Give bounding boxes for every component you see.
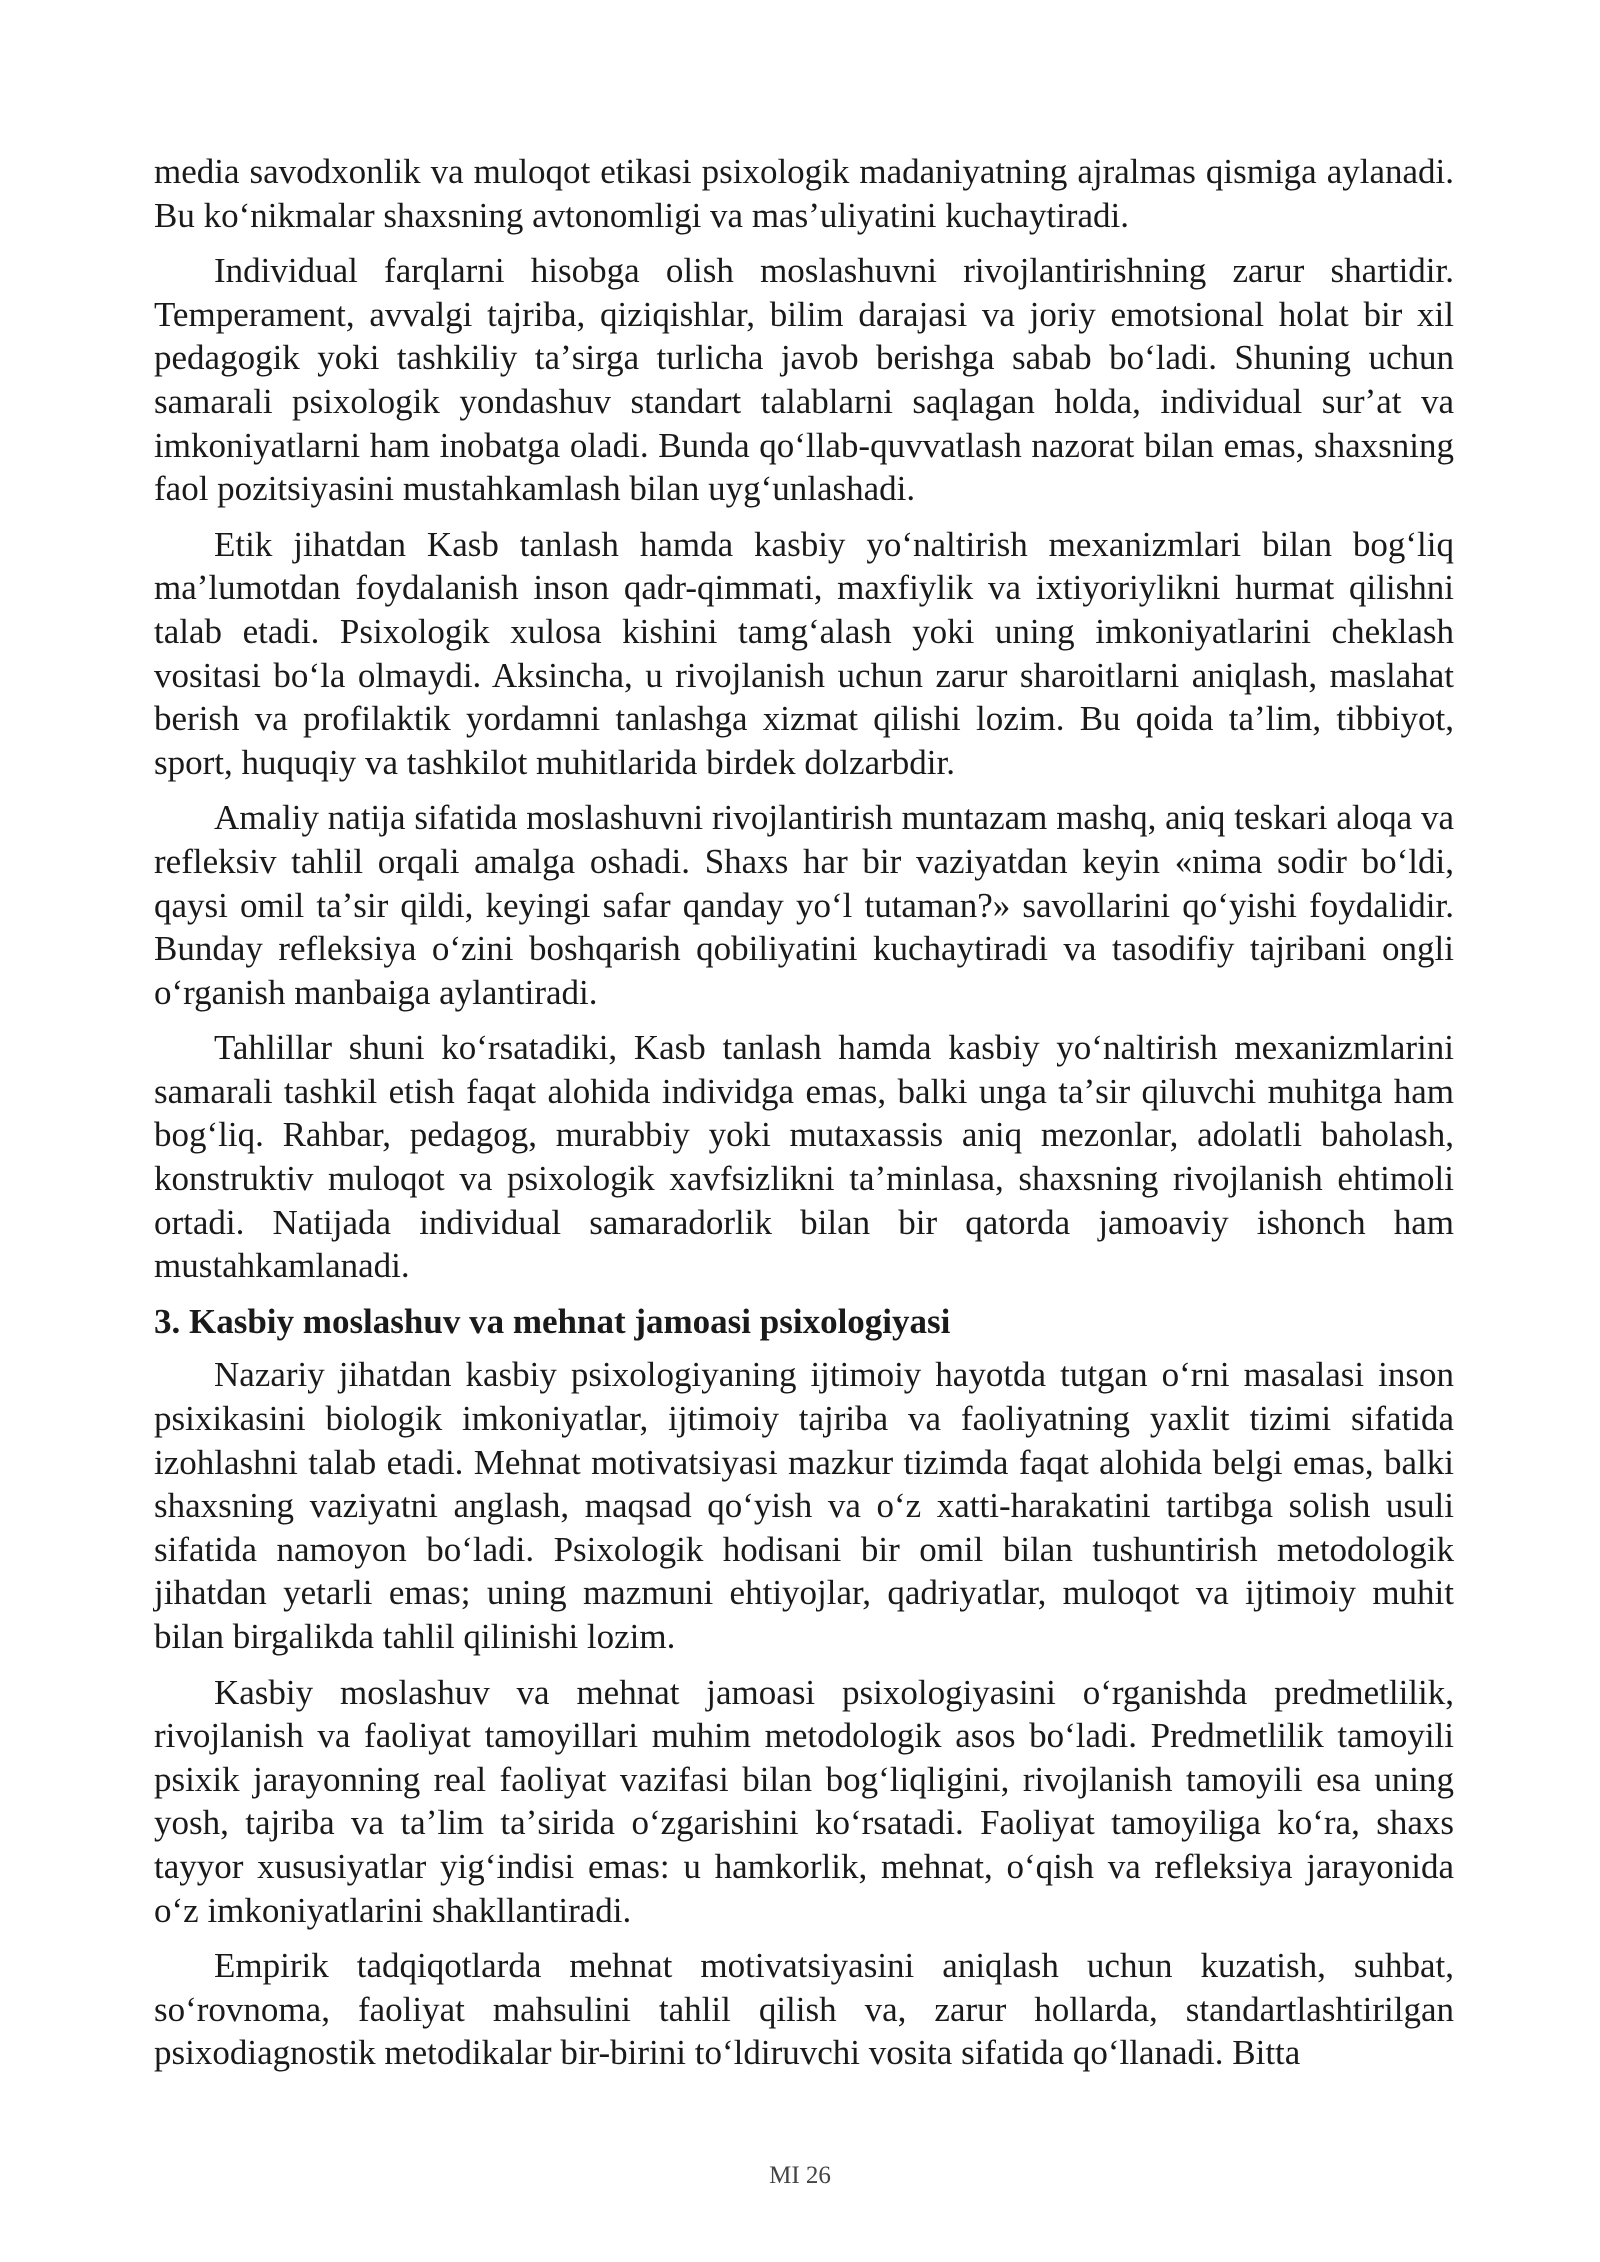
section-heading: 3. Kasbiy moslashuv va mehnat jamoasi psixologiyasi (154, 1301, 951, 1341)
paragraph: media savodxonlik va muloqot etikasi psixologik madaniyatning ajralmas qismiga aylanadi. Bu koʻnikmalar shaxsning avtonomligi va masʼuliyatini kuchaytiradi. (154, 152, 1454, 235)
paragraph: Tahlillar shuni koʻrsatadiki, Kasb tanlash hamda kasbiy yoʻnaltirish mexanizmlarini samarali tashkil etish faqat alohida individga emas, balki unga taʼsir qiluvchi muhitga ham bogʻliq. Rahbar, pedagog, murabbiy yoki mutaxassis aniq mezonlar, adolatli baholash, konstruktiv muloqot va psixologik xavfsizlikni taʼminlasa, shaxsning rivojlanish ehtimoli ortadi. Natijada individual samaradorlik bilan bir qatorda jamoaviy ishonch ham mustahkamlanadi. (154, 1028, 1454, 1286)
paragraph: Individual farqlarni hisobga olish moslashuvni rivojlantirishning zarur shartidir. Temperament, avvalgi tajriba, qiziqishlar, bilim darajasi va joriy emotsional holat bir xil pedagogik yoki tashkiliy taʼsirga turlicha javob berishga sabab boʻladi. Shuning uchun samarali psixologik yondashuv standart talablarni saqlagan holda, individual surʼat va imkoniyatlarni ham inobatga oladi. Bunda qoʻllab-quvvatlash nazorat bilan emas, shaxsning faol pozitsiyasini mustahkamlash bilan uygʻunlashadi. (154, 251, 1454, 509)
paragraph: Nazariy jihatdan kasbiy psixologiyaning ijtimoiy hayotda tutgan oʻrni masalasi inson psixikasini biologik imkoniyatlar, ijtimoiy tajriba va faoliyatning yaxlit tizimi sifatida izohlashni talab etadi. Mehnat motivatsiyasi mazkur tizimda faqat alohida belgi emas, balki shaxsning vaziyatni anglash, maqsad qoʻyish va oʻz xatti-harakatini tartibga solish usuli sifatida namoyon boʻladi. Psixologik hodisani bir omil bilan tushuntirish metodologik jihatdan yetarli emas; uning mazmuni ehtiyojlar, qadriyatlar, muloqot va ijtimoiy muhit bilan birgalikda tahlil qilinishi lozim. (154, 1355, 1454, 1656)
page-number: MI 26 (769, 2162, 831, 2189)
document-page (154, 150, 1454, 2087)
paragraph: Empirik tadqiqotlarda mehnat motivatsiyasini aniqlash uchun kuzatish, suhbat, soʻrovnoma, faoliyat mahsulini tahlil qilish va, zarur hollarda, standartlashtirilgan psixodiagnostik metodikalar bir-birini toʻldiruvchi vosita sifatida qoʻllanadi. Bitta (154, 1946, 1454, 2073)
paragraph: Amaliy natija sifatida moslashuvni rivojlantirish muntazam mashq, aniq teskari aloqa va refleksiv tahlil orqali amalga oshadi. Shaxs har bir vaziyatdan keyin «nima sodir boʻldi, qaysi omil taʼsir qildi, keyingi safar qanday yoʻl tutaman?» savollarini qoʻyishi foydalidir. Bunday refleksiya oʻzini boshqarish qobiliyatini kuchaytiradi va tasodifiy tajribani ongli oʻrganish manbaiga aylantiradi. (154, 798, 1454, 1012)
paragraph: Kasbiy moslashuv va mehnat jamoasi psixologiyasini oʻrganishda predmetlilik, rivojlanish va faoliyat tamoyillari muhim metodologik asos boʻladi. Predmetlilik tamoyili psixik jarayonning real faoliyat vazifasi bilan bogʻliqligini, rivojlanish tamoyili esa uning yosh, tajriba va taʼlim taʼsirida oʻzgarishini koʻrsatadi. Faoliyat tamoyiliga koʻra, shaxs tayyor xususiyatlar yigʻindisi emas: u hamkorlik, mehnat, oʻqish va refleksiya jarayonida oʻz imkoniyatlarini shakllantiradi. (154, 1672, 1454, 1930)
paragraph: Etik jihatdan Kasb tanlash hamda kasbiy yoʻnaltirish mexanizmlari bilan bogʻliq maʼlumotdan foydalanish inson qadr-qimmati, maxfiylik va ixtiyoriylikni hurmat qilishni talab etadi. Psixologik xulosa kishini tamgʻalash yoki uning imkoniyatlarini cheklash vositasi boʻla olmaydi. Aksincha, u rivojlanish uchun zarur sharoitlarni aniqlash, maslahat berish va profilaktik yordamni tanlashga xizmat qilishi lozim. Bu qoida taʼlim, tibbiyot, sport, huquqiy va tashkilot muhitlarida birdek dolzarbdir. (154, 524, 1454, 782)
